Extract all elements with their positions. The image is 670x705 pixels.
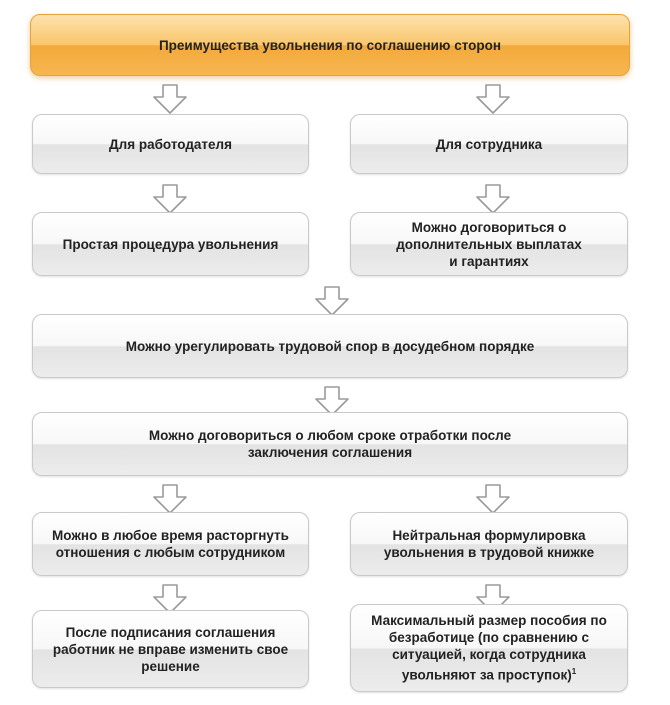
diagram-title-box — [30, 14, 630, 76]
common-benefit-box — [32, 314, 628, 378]
employee-benefit-text — [365, 612, 613, 684]
down-arrow-icon — [475, 484, 511, 514]
employee-benefit-box — [350, 604, 628, 692]
common-benefit-text: Можно урегулировать трудовой спор в досудебном порядке — [125, 338, 535, 354]
employee-benefit-box — [350, 212, 628, 276]
employer-benefit-box — [32, 212, 309, 276]
common-benefit-text: Можно договориться о любом сроке отработки после заключения соглашения — [148, 428, 512, 460]
diagram-title: Преимущества увольнения по соглашению сторон — [158, 37, 502, 53]
common-benefit-box — [32, 412, 628, 476]
employer-benefit-box — [32, 512, 309, 576]
footnote-mark: 1 — [571, 667, 577, 677]
down-arrow-icon — [475, 184, 511, 214]
employer-benefit-text: Можно в любое время расторгнуть отношения с любым сотрудником — [52, 528, 289, 560]
employee-column-label: Для сотрудника — [435, 136, 543, 152]
down-arrow-icon — [152, 184, 188, 214]
employer-column-label: Для работодателя — [109, 136, 232, 152]
employer-benefit-box — [32, 610, 309, 688]
employee-benefit-text: Можно договориться о дополнительных выплатах и гарантиях — [396, 219, 582, 269]
employer-column-header — [32, 114, 309, 174]
employee-benefit-box — [350, 512, 628, 576]
down-arrow-icon — [152, 484, 188, 514]
down-arrow-icon — [152, 84, 188, 114]
down-arrow-icon — [475, 84, 511, 114]
employee-benefit-3-text: Максимальный размер пособия по безработице (по сравнению с ситуацией, когда сотрудника увольняют за проступок) — [371, 613, 607, 683]
employee-column-header — [350, 114, 628, 174]
employee-benefit-text: Нейтральная формулировка увольнения в трудовой книжке — [383, 528, 595, 560]
employer-benefit-text: Простая процедура увольнения — [62, 236, 279, 252]
down-arrow-icon — [314, 286, 350, 316]
employer-benefit-text: После подписания соглашения работник не вправе изменить свое решение — [52, 624, 289, 674]
